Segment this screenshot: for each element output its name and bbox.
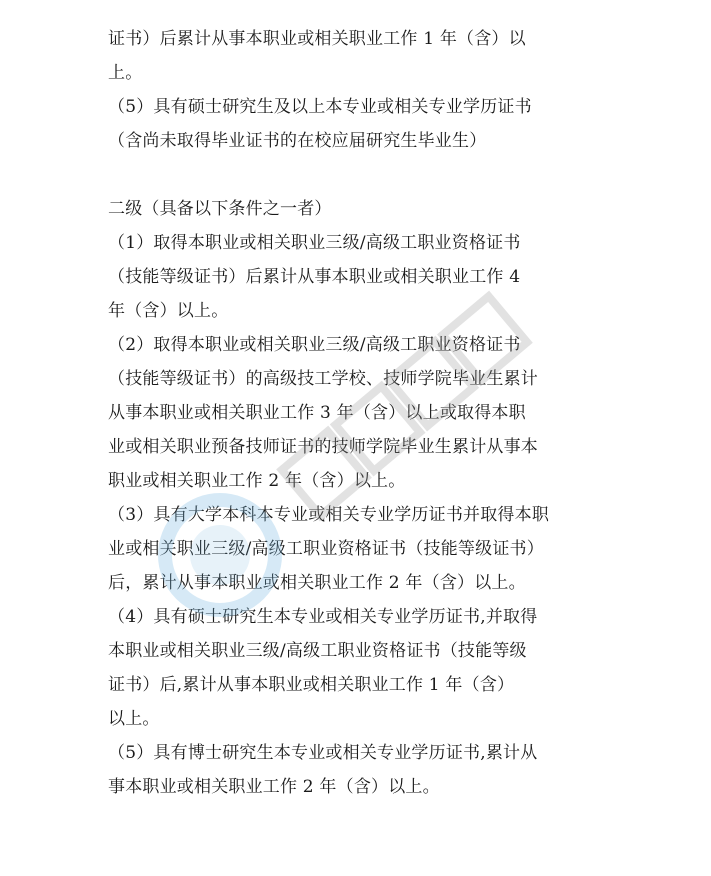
text-line: （2）取得本职业或相关职业三级/高级工职业资格证书 [108,335,521,355]
text-line: 业或相关职业预备技师证书的技师学院毕业生累计从事本 [108,437,538,457]
text-line: （5）具有博士研究生本专业或相关专业学历证书,累计从 [108,743,538,763]
text-line: 以上。 [108,709,160,729]
text-line: （1）取得本职业或相关职业三级/高级工职业资格证书 [108,233,521,253]
text-line: 职业或相关职业工作 2 年（含）以上。 [108,471,406,491]
text-line: （技能等级证书）后累计从事本职业或相关职业工作 4 [108,267,521,287]
text-line: 上。 [108,63,143,83]
text-line: （4）具有硕士研究生本专业或相关专业学历证书,并取得 [108,607,538,627]
section-heading: 二级（具备以下条件之一者） [108,199,332,219]
paragraph-gap [108,158,608,192]
text-line: 事本职业或相关职业工作 2 年（含）以上。 [108,777,440,797]
text-line: （3）具有大学本科本专业或相关专业学历证书并取得本职 [108,505,550,525]
text-line: 业或相关职业三级/高级工职业资格证书（技能等级证书） [108,539,544,559]
text-line: 证书）后累计从事本职业或相关职业工作 1 年（含）以 [108,29,526,49]
document-body [108,22,608,804]
text-line: （技能等级证书）的高级技工学校、技师学院毕业生累计 [108,369,538,389]
text-line: （含尚未取得毕业证书的在校应届研究生毕业生） [108,131,487,151]
text-line: 证书）后,累计从事本职业或相关职业工作 1 年（含） [108,675,515,695]
text-line: 本职业或相关职业三级/高级工职业资格证书（技能等级 [108,641,527,661]
text-line: 年（含）以上。 [108,301,229,321]
text-line: 从事本职业或相关职业工作 3 年（含）以上或取得本职 [108,403,526,423]
text-line: （5）具有硕士研究生及以上本专业或相关专业学历证书 [108,97,532,117]
text-line: 后，累计从事本职业或相关职业工作 2 年（含）以上。 [108,573,526,593]
